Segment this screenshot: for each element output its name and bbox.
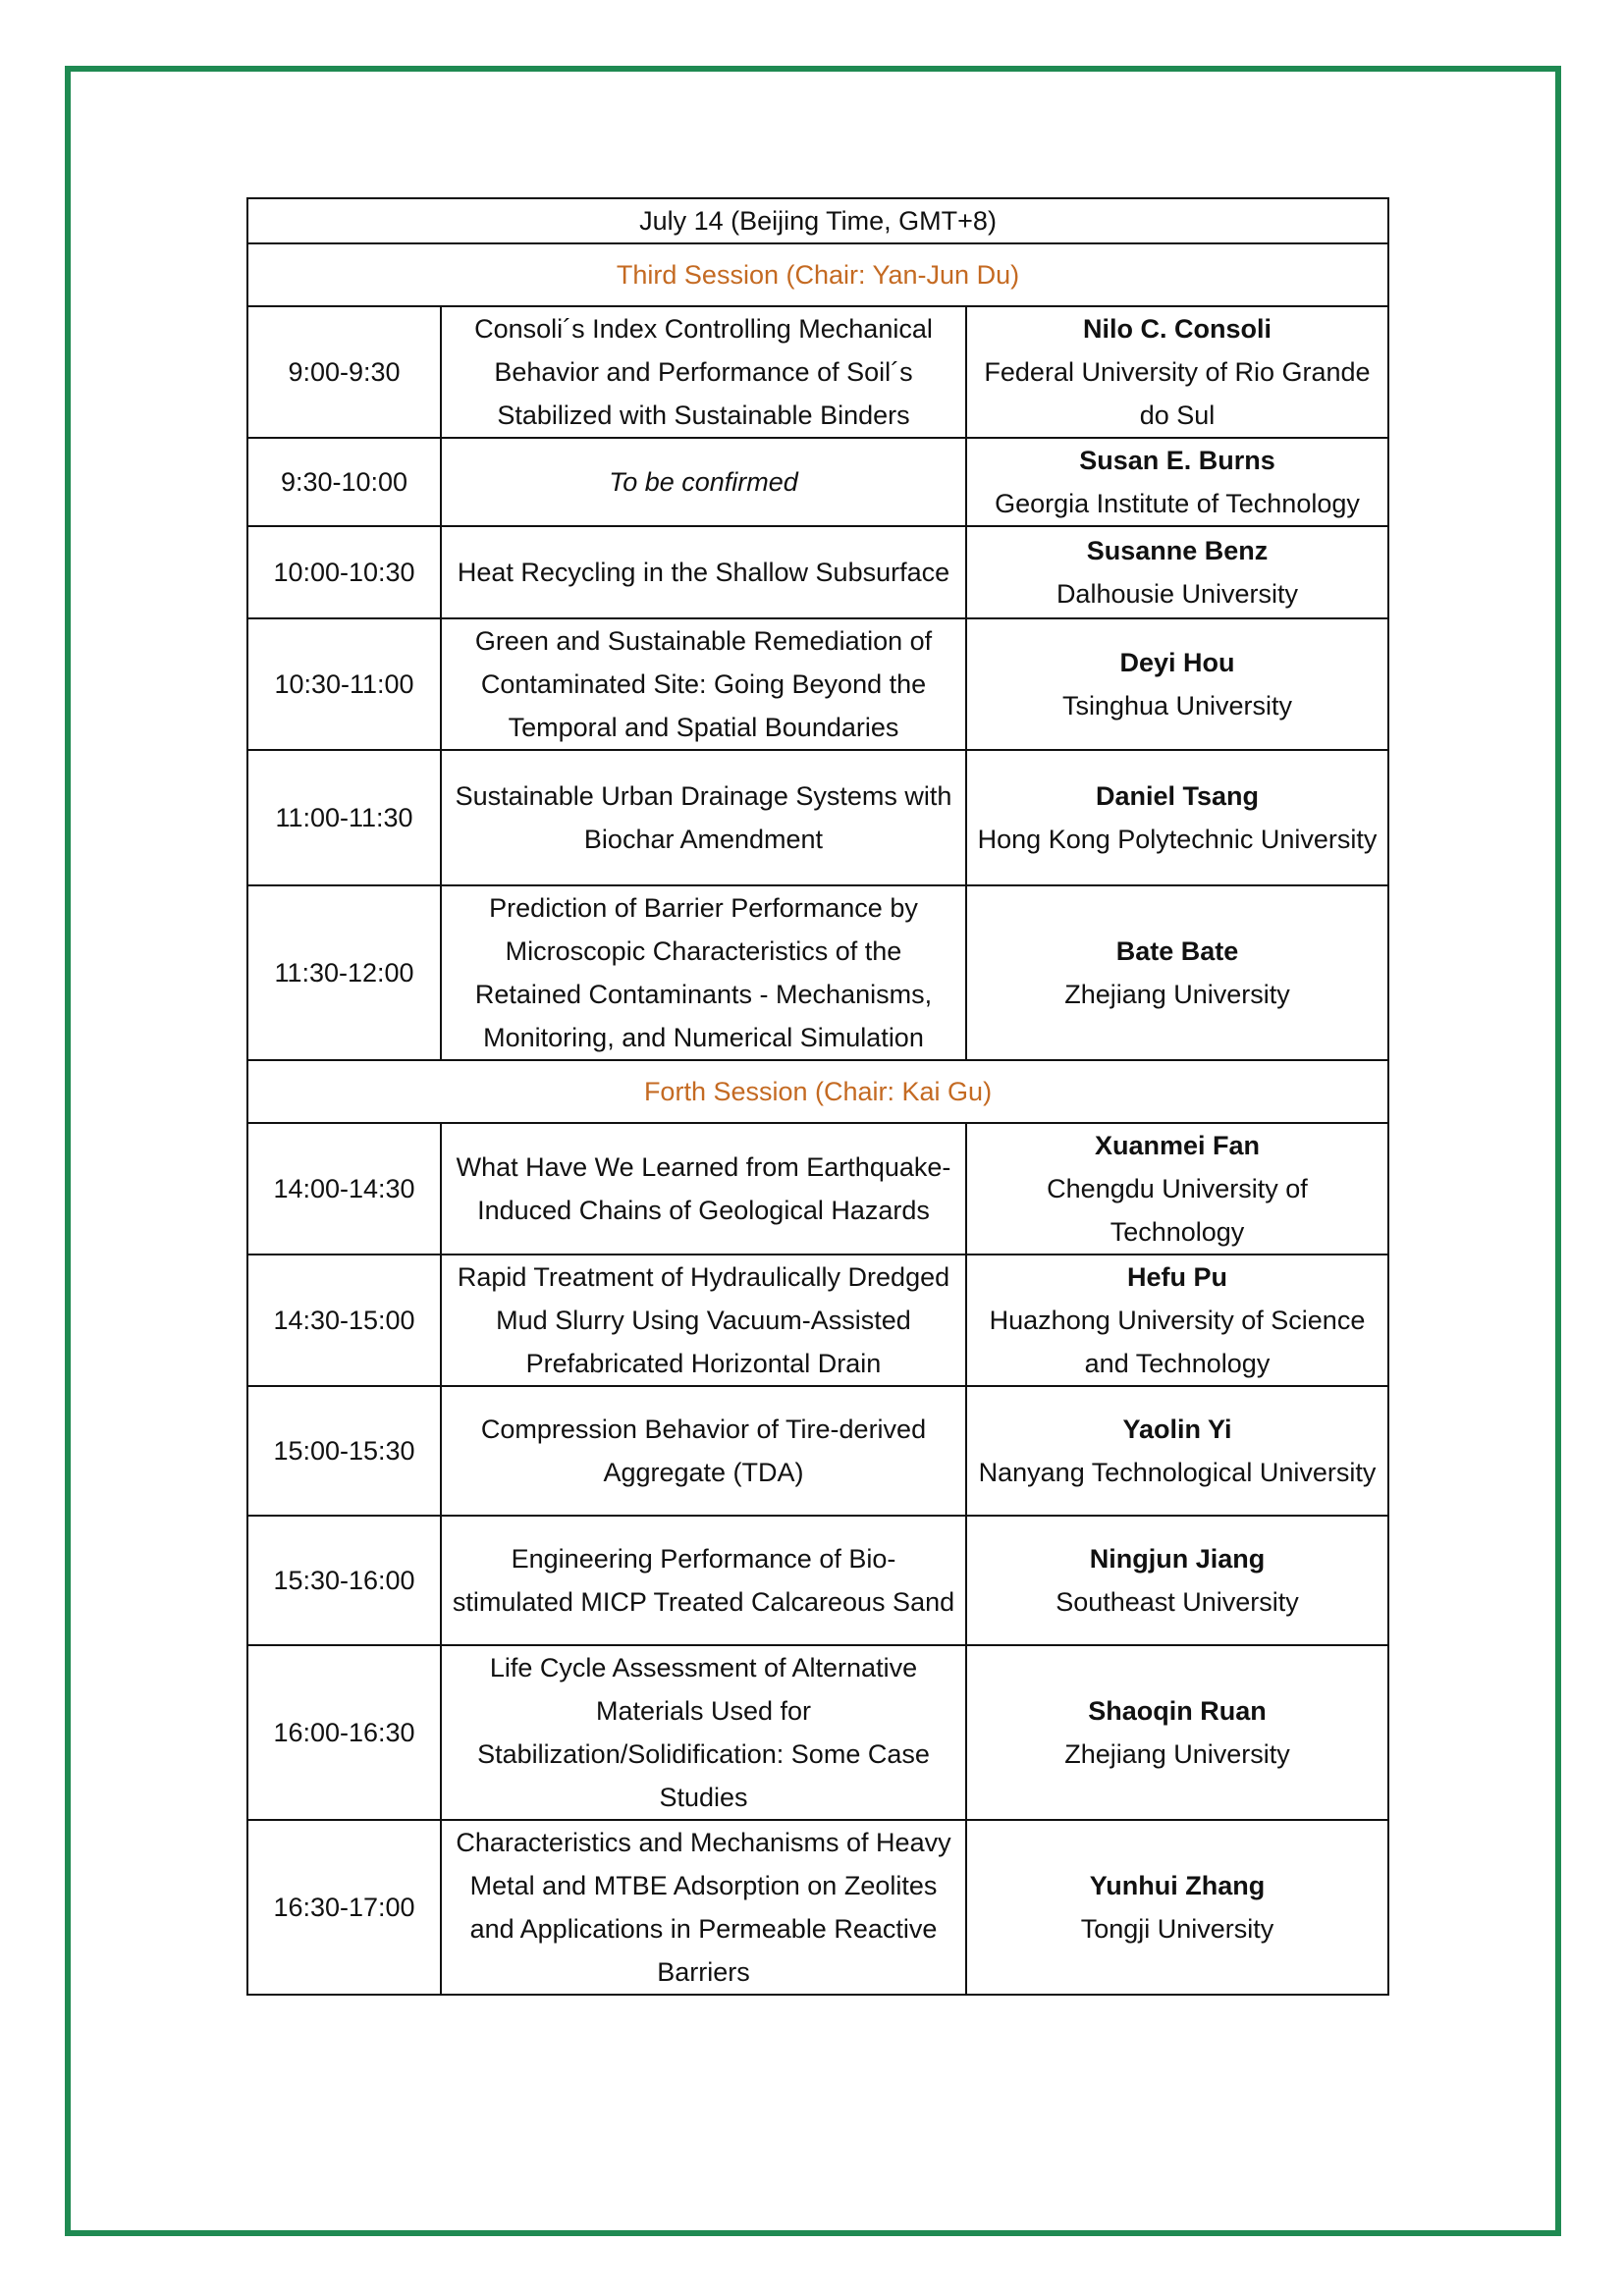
talk-time: 16:30-17:00 (247, 1820, 441, 1995)
talk-row (247, 1645, 1388, 1820)
date-header-row (247, 198, 1388, 243)
talk-time: 15:30-16:00 (247, 1516, 441, 1645)
talk-row (247, 526, 1388, 618)
session-heading-row (247, 243, 1388, 306)
talk-speaker (966, 1645, 1388, 1820)
session-heading: Forth Session (Chair: Kai Gu) (247, 1060, 1388, 1123)
talk-time: 9:00-9:30 (247, 306, 441, 438)
talk-speaker (966, 306, 1388, 438)
speaker-name: Nilo C. Consoli (1083, 314, 1272, 344)
talk-title: Heat Recycling in the Shallow Subsurface (441, 526, 966, 618)
talk-speaker (966, 1820, 1388, 1995)
speaker-name: Bate Bate (1115, 936, 1239, 966)
speaker-institution: Southeast University (1056, 1587, 1299, 1617)
talk-title: Rapid Treatment of Hydraulically Dredged Mud Slurry Using Vacuum-Assisted Prefabricated Horizontal Drain (441, 1255, 966, 1386)
talk-row (247, 1386, 1388, 1516)
talk-row (247, 885, 1388, 1060)
talk-speaker (966, 1386, 1388, 1516)
talk-time: 14:30-15:00 (247, 1255, 441, 1386)
talk-title: Life Cycle Assessment of Alternative Materials Used for Stabilization/Solidification: Some Case Studies (441, 1645, 966, 1820)
talk-row (247, 1820, 1388, 1995)
speaker-institution: Tongji University (1080, 1914, 1274, 1944)
talk-speaker (966, 526, 1388, 618)
speaker-name: Susanne Benz (1086, 536, 1269, 565)
talk-title: Compression Behavior of Tire-derived Aggregate (TDA) (441, 1386, 966, 1516)
speaker-institution: Federal University of Rio Grande do Sul (984, 357, 1371, 430)
talk-row (247, 618, 1388, 750)
speaker-institution: Chengdu University of Technology (1047, 1174, 1308, 1247)
speaker-institution: Georgia Institute of Technology (995, 489, 1360, 518)
talk-row (247, 306, 1388, 438)
speaker-institution: Hong Kong Polytechnic University (977, 825, 1378, 854)
talk-title: Sustainable Urban Drainage Systems with Biochar Amendment (441, 750, 966, 885)
speaker-name: Yaolin Yi (1122, 1415, 1232, 1444)
talk-row (247, 438, 1388, 526)
talk-time: 14:00-14:30 (247, 1123, 441, 1255)
talk-time: 9:30-10:00 (247, 438, 441, 526)
talk-row (247, 1255, 1388, 1386)
talk-row (247, 1123, 1388, 1255)
speaker-name: Susan E. Burns (1079, 446, 1275, 475)
talk-speaker (966, 1255, 1388, 1386)
talk-title: Green and Sustainable Remediation of Contaminated Site: Going Beyond the Temporal and Spatial Boundaries (441, 618, 966, 750)
talk-title: What Have We Learned from Earthquake-Induced Chains of Geological Hazards (441, 1123, 966, 1255)
date-header: July 14 (Beijing Time, GMT+8) (247, 198, 1388, 243)
talk-time: 10:30-11:00 (247, 618, 441, 750)
talk-row (247, 750, 1388, 885)
talk-title: Prediction of Barrier Performance by Microscopic Characteristics of the Retained Contaminants - Mechanisms, Monitoring, and Numerical Simulation (441, 885, 966, 1060)
talk-time: 10:00-10:30 (247, 526, 441, 618)
speaker-name: Daniel Tsang (1095, 781, 1260, 811)
speaker-name: Deyi Hou (1119, 648, 1235, 677)
talk-title: To be confirmed (441, 438, 966, 526)
talk-speaker (966, 438, 1388, 526)
talk-time: 11:30-12:00 (247, 885, 441, 1060)
speaker-name: Ningjun Jiang (1089, 1544, 1266, 1574)
session-heading: Third Session (Chair: Yan-Jun Du) (247, 243, 1388, 306)
session-heading-row (247, 1060, 1388, 1123)
speaker-name: Hefu Pu (1126, 1262, 1227, 1292)
talk-speaker (966, 1123, 1388, 1255)
speaker-institution: Nanyang Technological University (978, 1458, 1377, 1487)
speaker-institution: Dalhousie University (1056, 579, 1299, 609)
speaker-institution: Zhejiang University (1064, 1739, 1290, 1769)
talk-title: Characteristics and Mechanisms of Heavy Metal and MTBE Adsorption on Zeolites and Applications in Permeable Reactive Barriers (441, 1820, 966, 1995)
speaker-institution: Tsinghua University (1061, 691, 1293, 721)
talk-title: Engineering Performance of Bio-stimulated MICP Treated Calcareous Sand (441, 1516, 966, 1645)
talk-title: Consoli´s Index Controlling Mechanical Behavior and Performance of Soil´s Stabilized with Sustainable Binders (441, 306, 966, 438)
schedule-table (246, 197, 1389, 1996)
speaker-name: Yunhui Zhang (1089, 1871, 1266, 1900)
speaker-institution: Huazhong University of Science and Technology (989, 1306, 1366, 1378)
talk-time: 11:00-11:30 (247, 750, 441, 885)
speaker-institution: Zhejiang University (1064, 980, 1290, 1009)
talk-row (247, 1516, 1388, 1645)
talk-speaker (966, 750, 1388, 885)
talk-time: 15:00-15:30 (247, 1386, 441, 1516)
talk-speaker (966, 1516, 1388, 1645)
talk-time: 16:00-16:30 (247, 1645, 441, 1820)
speaker-name: Shaoqin Ruan (1088, 1696, 1267, 1726)
talk-speaker (966, 885, 1388, 1060)
talk-speaker (966, 618, 1388, 750)
speaker-name: Xuanmei Fan (1094, 1131, 1261, 1160)
